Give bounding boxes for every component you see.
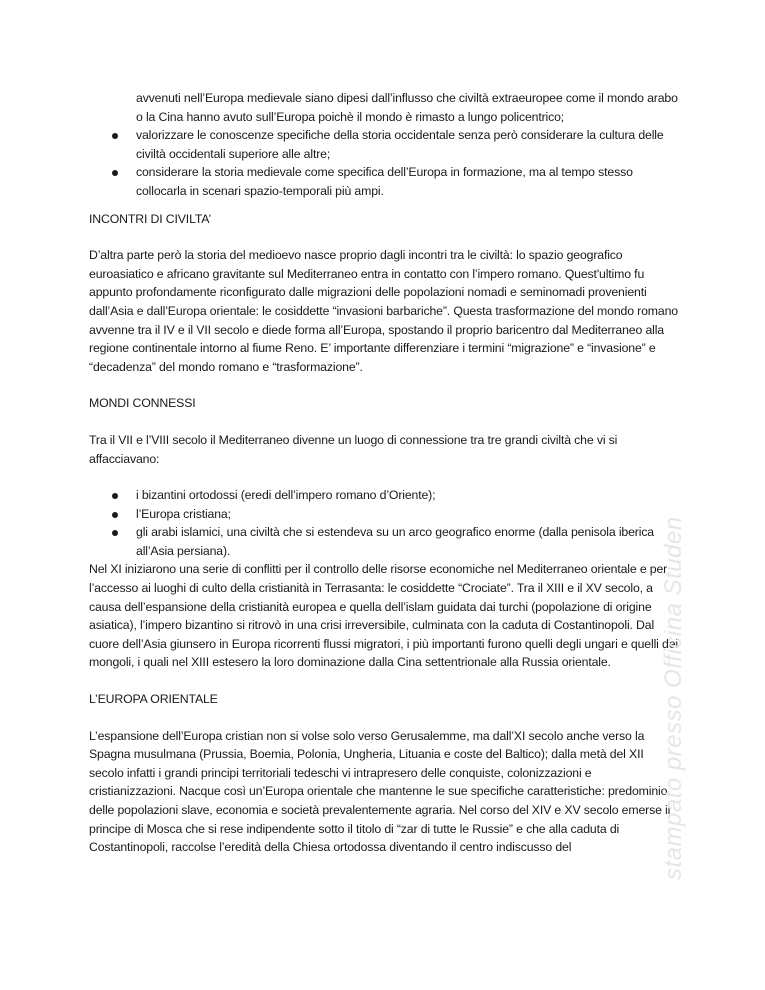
section-heading-mondi-connessi: MONDI CONNESSI xyxy=(89,396,196,411)
section-heading-europa-orientale: L’EUROPA ORIENTALE xyxy=(89,692,218,707)
list-item-text: gli arabi islamici, una civiltà che si estendeva su un arco geografico enorme (dalla penisola iberica all’Asia persiana). xyxy=(136,525,654,558)
list-item xyxy=(89,163,679,200)
paragraph: L’espansione dell’Europa cristian non si volse solo verso Gerusalemme, ma dall’XI secolo anche verso la Spagna musulmana (Prussia, Boemia, Polonia, Ungheria, Lituania e coste del Baltico); dalla metà del XII secolo infatti i grandi principi territoriali tedeschi vi intrapresero delle conquiste, colonizzazioni e cristianizzazioni. Nacque così un’Europa orientale che mantenne le sue specifiche caratteristiche: predominio delle popolazioni slave, economia e società prevalentemente agraria. Nel corso del XIV e XV secolo emerse il principe di Mosca che si rese indipendente sotto il titolo di “zar di tutte le Russie” e che alla caduta di Costantinopoli, raccolse l’eredità della Chiesa ortodossa diventando il centro indiscusso del xyxy=(89,728,671,855)
list-item-text: avvenuti nell’Europa medievale siano dipesi dall’influsso che civiltà extraeuropee come il mondo arabo o la Cina hanno avuto sull’Europa poichè il mondo è rimasto a lungo policentrico; xyxy=(136,91,678,124)
bullet-icon xyxy=(112,170,118,176)
bullet-icon xyxy=(112,512,118,518)
list-item-text: i bizantini ortodossi (eredi dell’impero romano d’Oriente); xyxy=(136,488,436,503)
intro-bullet-list xyxy=(89,89,679,201)
paragraph: Tra il VII e l’VIII secolo il Mediterraneo divenne un luogo di connessione tra tre grandi civiltà che vi si affacciavano: xyxy=(89,432,618,466)
section-heading-incontri: INCONTRI DI CIVILTA’ xyxy=(89,211,212,226)
list-item-text: valorizzare le conoscenze specifiche della storia occidentale senza però considerare la cultura delle civiltà occidentali superiore alle altre; xyxy=(136,128,664,161)
bullet-icon xyxy=(112,133,118,139)
list-item-text: l’Europa cristiana; xyxy=(136,506,231,521)
civilizations-bullet-list xyxy=(89,486,679,560)
bullet-icon xyxy=(112,530,118,536)
list-item xyxy=(89,126,679,163)
list-item xyxy=(89,486,679,505)
paragraph: Nel XI iniziarono una serie di conflitti per il controllo delle risorse economiche nel Mediterraneo orientale e per l’accesso ai luoghi di culto della cristianità in Terrasanta: le cosiddette “Crociate”. Tra il XIII e il XV secolo, a causa dell’espansione della cristianità europea e quella dell’islam guidata dai turchi (popolazione di origine asiatica), l’impero bizantino si ritrovò in una crisi irreversibile, culminata con la caduta di Costantinopoli. Dal cuore dell’Asia giunsero in Europa ricorrenti flussi migratori, i più importanti furono quelli degli ungari e quelli dei mongoli, i quali nel XIII estesero la loro dominazione dalla Cina settentrionale alla Russia orientale. xyxy=(89,562,678,670)
list-item-text: considerare la storia medievale come specifica dell’Europa in formazione, ma al tempo stesso collocarla in scenari spazio-temporali più ampi. xyxy=(136,165,633,198)
paragraph: D’altra parte però la storia del medioevo nasce proprio dagli incontri tra le civiltà: lo spazio geografico euroasiatico e africano gravitante sul Mediterraneo entra in contatto con l’impero romano. Quest'ultimo fu appunto profondamente riconfigurato dalle migrazioni delle popolazioni nomadi e seminomadi provenienti dall’Asia e dall’Europa orientale: le cosiddette “invasioni barbariche”. Questa trasformazione del mondo romano avvenne tra il IV e il VII secolo e diede forma all’Europa, spostando il proprio baricentro dal Mediterraneo alla regione continentale intorno al fiume Reno. E’ importante differenziare i termini “migrazione” e “invasione” e “decadenza” del mondo romano e “trasformazione”. xyxy=(89,248,678,374)
bullet-icon xyxy=(112,493,118,499)
watermark: stampato presso Officina Studen xyxy=(660,516,687,880)
list-item xyxy=(89,89,679,126)
list-item xyxy=(89,523,679,560)
list-item xyxy=(89,505,679,524)
document-body xyxy=(89,89,679,875)
